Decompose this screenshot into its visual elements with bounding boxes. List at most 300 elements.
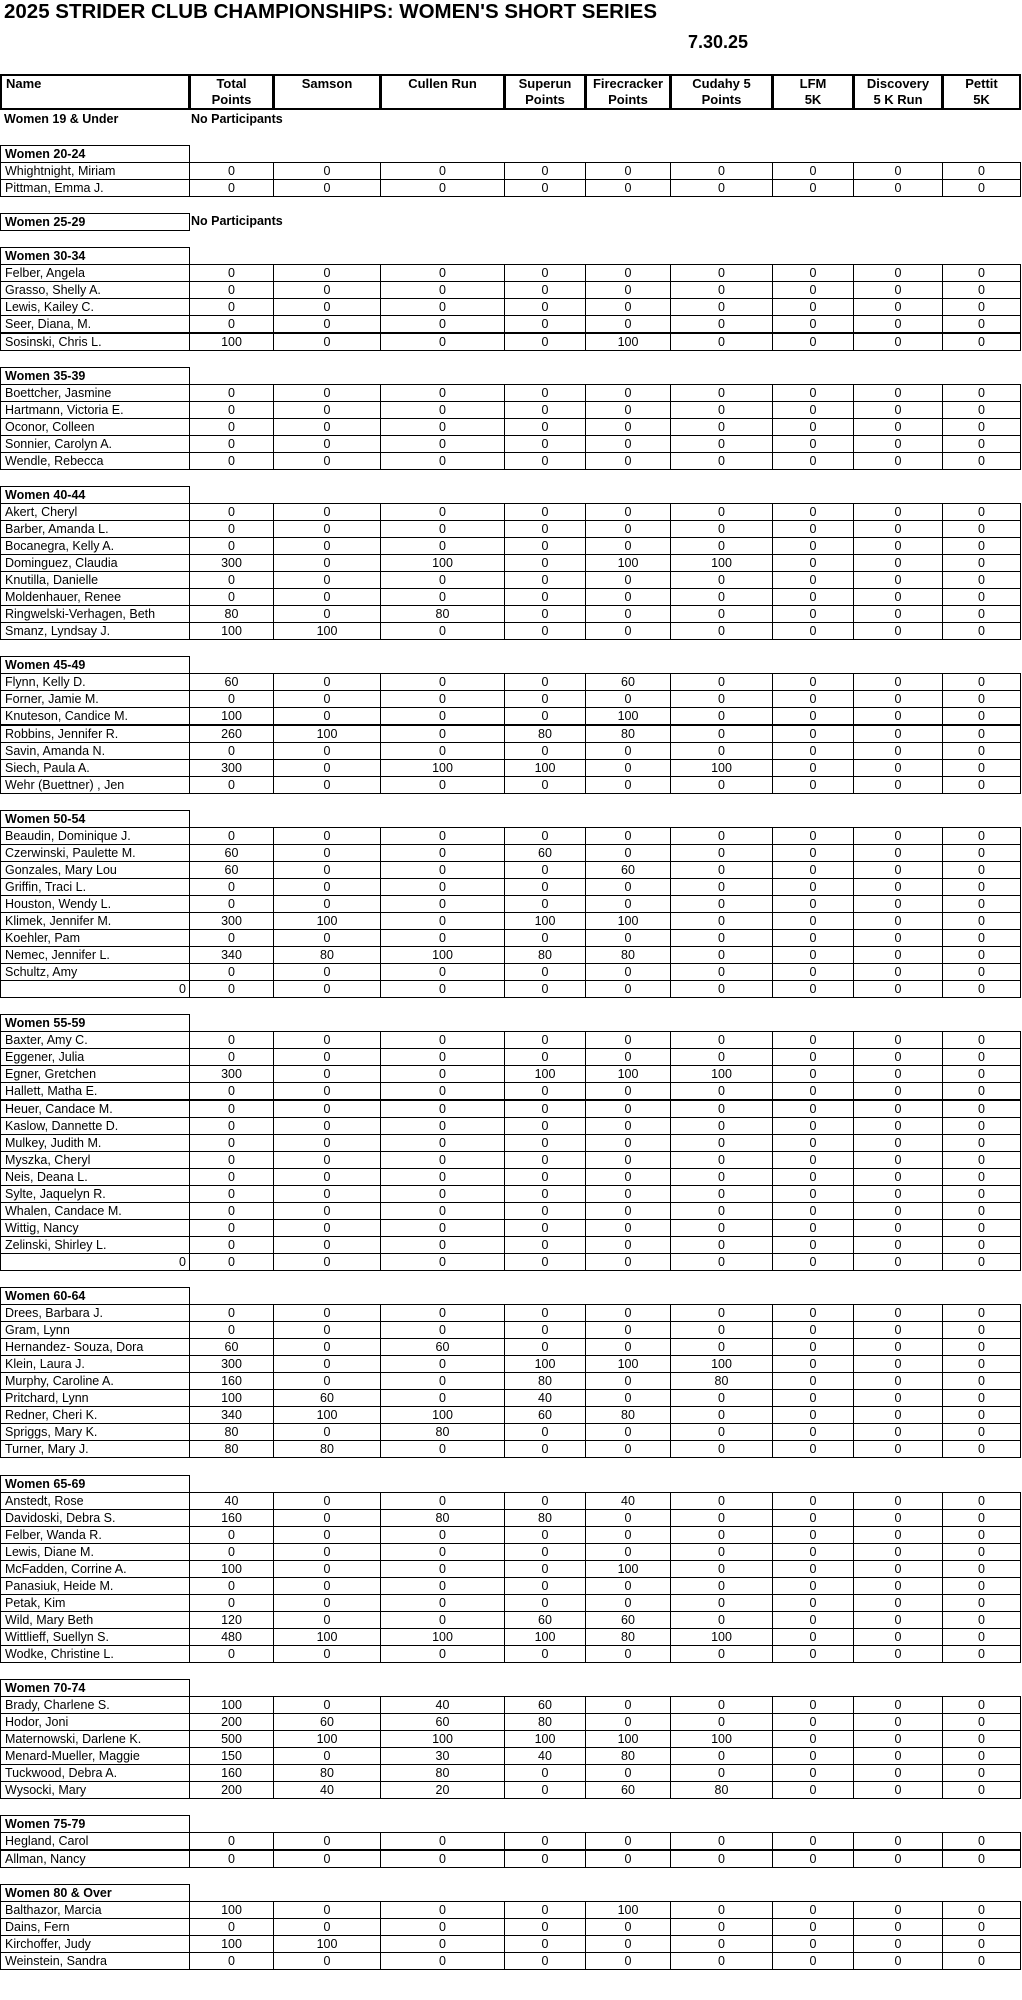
points-cell-pettit: 0	[942, 1048, 1021, 1066]
points-cell-lfm: 0	[772, 264, 854, 282]
points-cell-samson: 100	[273, 622, 381, 640]
athlete-name: 0	[0, 1253, 190, 1271]
points-cell-total: 120	[189, 1611, 274, 1629]
points-cell-firecracker: 0	[585, 1764, 671, 1782]
points-cell-discovery: 0	[853, 1100, 943, 1118]
points-cell-cullen-run: 0	[380, 298, 505, 316]
points-cell-discovery: 0	[853, 1168, 943, 1186]
points-cell-lfm: 0	[772, 162, 854, 180]
points-cell-pettit: 0	[942, 384, 1021, 402]
points-cell-pettit: 0	[942, 1406, 1021, 1424]
points-cell-lfm: 0	[772, 690, 854, 708]
points-cell-discovery: 0	[853, 912, 943, 930]
points-cell-samson: 0	[273, 452, 381, 470]
points-cell-cullen-run: 0	[380, 1611, 505, 1629]
points-cell-samson: 0	[273, 1236, 381, 1254]
column-header-line2: 5K	[973, 92, 990, 107]
points-cell-samson: 0	[273, 1168, 381, 1186]
points-cell-superun: 0	[504, 435, 586, 453]
column-header-line2: Points	[525, 92, 565, 107]
points-cell-cullen-run: 0	[380, 1134, 505, 1152]
points-cell-superun: 0	[504, 1082, 586, 1100]
points-cell-cullen-run: 0	[380, 1185, 505, 1203]
points-cell-lfm: 0	[772, 1628, 854, 1646]
points-cell-cudahy-5: 0	[670, 946, 773, 964]
points-cell-cullen-run: 0	[380, 1526, 505, 1544]
points-cell-lfm: 0	[772, 1696, 854, 1714]
points-cell-cudahy-5: 0	[670, 333, 773, 351]
points-cell-samson: 0	[273, 1134, 381, 1152]
athlete-name: Moldenhauer, Renee	[0, 588, 190, 606]
athlete-name: Lewis, Diane M.	[0, 1543, 190, 1561]
points-cell-lfm: 0	[772, 1117, 854, 1135]
column-header-line1: Pettit	[965, 76, 998, 91]
points-cell-cullen-run: 0	[380, 1048, 505, 1066]
points-cell-firecracker: 0	[585, 520, 671, 538]
athlete-name: Heuer, Candace M.	[0, 1100, 190, 1118]
points-cell-samson: 0	[273, 605, 381, 623]
points-cell-superun: 0	[504, 673, 586, 691]
points-cell-total: 100	[189, 1901, 274, 1919]
points-cell-lfm: 0	[772, 1560, 854, 1578]
athlete-name: Siech, Paula A.	[0, 759, 190, 777]
points-cell-pettit: 0	[942, 520, 1021, 538]
points-cell-discovery: 0	[853, 1440, 943, 1458]
points-cell-cudahy-5: 0	[670, 1764, 773, 1782]
points-cell-cullen-run: 0	[380, 1236, 505, 1254]
points-cell-cullen-run: 0	[380, 1117, 505, 1135]
points-cell-cullen-run: 0	[380, 844, 505, 862]
points-cell-cudahy-5: 0	[670, 1747, 773, 1765]
group-header-women-55-59: Women 55-59	[0, 1014, 190, 1032]
column-header-cullen-run	[380, 74, 505, 110]
points-cell-total: 60	[189, 844, 274, 862]
points-cell-pettit: 0	[942, 1185, 1021, 1203]
points-cell-cullen-run: 0	[380, 707, 505, 725]
points-cell-cullen-run: 0	[380, 1389, 505, 1407]
points-cell-cullen-run: 0	[380, 895, 505, 913]
points-cell-cullen-run: 0	[380, 1440, 505, 1458]
points-cell-firecracker: 0	[585, 503, 671, 521]
points-cell-discovery: 0	[853, 1918, 943, 1936]
athlete-name: Knuteson, Candice M.	[0, 707, 190, 725]
points-cell-lfm: 0	[772, 1832, 854, 1850]
points-cell-discovery: 0	[853, 1509, 943, 1527]
points-cell-firecracker: 60	[585, 861, 671, 879]
column-header-total	[189, 74, 274, 110]
points-cell-discovery: 0	[853, 1696, 943, 1714]
points-cell-lfm: 0	[772, 1048, 854, 1066]
points-cell-lfm: 0	[772, 963, 854, 981]
points-cell-cudahy-5: 0	[670, 401, 773, 419]
points-cell-cullen-run: 0	[380, 1918, 505, 1936]
points-cell-superun: 0	[504, 690, 586, 708]
points-cell-lfm: 0	[772, 946, 854, 964]
points-cell-lfm: 0	[772, 1935, 854, 1953]
points-cell-firecracker: 0	[585, 1219, 671, 1237]
points-cell-total: 100	[189, 622, 274, 640]
points-cell-lfm: 0	[772, 520, 854, 538]
points-cell-lfm: 0	[772, 1423, 854, 1441]
athlete-name: Panasiuk, Heide M.	[0, 1577, 190, 1595]
points-cell-cudahy-5: 100	[670, 1355, 773, 1373]
points-cell-discovery: 0	[853, 963, 943, 981]
points-cell-lfm: 0	[772, 1543, 854, 1561]
points-cell-superun: 100	[504, 759, 586, 777]
points-cell-discovery: 0	[853, 1901, 943, 1919]
athlete-name: Forner, Jamie M.	[0, 690, 190, 708]
points-cell-discovery: 0	[853, 179, 943, 197]
points-cell-lfm: 0	[772, 588, 854, 606]
athlete-name: Boettcher, Jasmine	[0, 384, 190, 402]
points-cell-cullen-run: 0	[380, 776, 505, 794]
points-cell-lfm: 0	[772, 1321, 854, 1339]
points-cell-total: 160	[189, 1764, 274, 1782]
points-cell-lfm: 0	[772, 1577, 854, 1595]
points-cell-total: 0	[189, 418, 274, 436]
points-cell-superun: 0	[504, 384, 586, 402]
points-cell-total: 160	[189, 1372, 274, 1390]
points-cell-total: 0	[189, 1577, 274, 1595]
points-cell-superun: 80	[504, 946, 586, 964]
points-cell-total: 80	[189, 605, 274, 623]
points-cell-superun: 0	[504, 895, 586, 913]
points-cell-total: 0	[189, 1117, 274, 1135]
points-cell-superun: 0	[504, 1764, 586, 1782]
points-cell-superun: 0	[504, 401, 586, 419]
points-cell-cudahy-5: 0	[670, 1219, 773, 1237]
points-cell-cudahy-5: 0	[670, 963, 773, 981]
points-cell-samson: 0	[273, 1952, 381, 1970]
column-header-cudahy-5	[670, 74, 773, 110]
points-cell-lfm: 0	[772, 1065, 854, 1083]
points-cell-total: 0	[189, 827, 274, 845]
athlete-name: Hernandez- Souza, Dora	[0, 1338, 190, 1356]
points-cell-pettit: 0	[942, 162, 1021, 180]
points-cell-samson: 0	[273, 1543, 381, 1561]
points-cell-pettit: 0	[942, 1423, 1021, 1441]
points-cell-cullen-run: 0	[380, 418, 505, 436]
column-header-line1: Name	[6, 76, 42, 91]
points-cell-discovery: 0	[853, 1372, 943, 1390]
points-cell-lfm: 0	[772, 1440, 854, 1458]
athlete-name: Hegland, Carol	[0, 1832, 190, 1850]
points-cell-lfm: 0	[772, 1151, 854, 1169]
points-cell-samson: 0	[273, 1747, 381, 1765]
points-cell-pettit: 0	[942, 418, 1021, 436]
points-cell-firecracker: 100	[585, 1560, 671, 1578]
points-cell-superun: 0	[504, 1134, 586, 1152]
points-cell-cudahy-5: 0	[670, 776, 773, 794]
group-header-women-35-39: Women 35-39	[0, 367, 190, 385]
points-cell-lfm: 0	[772, 1202, 854, 1220]
points-cell-cudahy-5: 0	[670, 1440, 773, 1458]
points-cell-pettit: 0	[942, 929, 1021, 947]
points-cell-samson: 0	[273, 759, 381, 777]
points-cell-lfm: 0	[772, 1526, 854, 1544]
points-cell-total: 300	[189, 912, 274, 930]
points-cell-pettit: 0	[942, 1100, 1021, 1118]
points-cell-discovery: 0	[853, 520, 943, 538]
points-cell-total: 0	[189, 1168, 274, 1186]
points-cell-cudahy-5: 0	[670, 1117, 773, 1135]
points-cell-cudahy-5: 0	[670, 878, 773, 896]
points-cell-samson: 0	[273, 1509, 381, 1527]
points-cell-cullen-run: 0	[380, 1065, 505, 1083]
points-cell-cudahy-5: 0	[670, 452, 773, 470]
points-cell-discovery: 0	[853, 1492, 943, 1510]
points-cell-firecracker: 0	[585, 1696, 671, 1714]
points-cell-superun: 0	[504, 1901, 586, 1919]
points-cell-superun: 0	[504, 281, 586, 299]
points-cell-superun: 0	[504, 980, 586, 998]
points-cell-firecracker: 0	[585, 1594, 671, 1612]
points-cell-samson: 0	[273, 1048, 381, 1066]
points-cell-discovery: 0	[853, 401, 943, 419]
points-cell-discovery: 0	[853, 503, 943, 521]
points-cell-pettit: 0	[942, 1082, 1021, 1100]
points-cell-samson: 0	[273, 281, 381, 299]
points-cell-cullen-run: 0	[380, 179, 505, 197]
points-cell-cudahy-5: 0	[670, 725, 773, 743]
points-cell-total: 100	[189, 1389, 274, 1407]
points-cell-cudahy-5: 0	[670, 264, 773, 282]
points-cell-cudahy-5: 0	[670, 1560, 773, 1578]
points-cell-discovery: 0	[853, 1764, 943, 1782]
points-cell-lfm: 0	[772, 742, 854, 760]
points-cell-cullen-run: 0	[380, 264, 505, 282]
points-cell-discovery: 0	[853, 622, 943, 640]
points-cell-cudahy-5: 100	[670, 759, 773, 777]
points-cell-cullen-run: 0	[380, 1372, 505, 1390]
points-cell-samson: 0	[273, 776, 381, 794]
points-cell-pettit: 0	[942, 1219, 1021, 1237]
points-cell-superun: 0	[504, 1832, 586, 1850]
points-cell-samson: 0	[273, 878, 381, 896]
points-cell-cudahy-5: 0	[670, 1082, 773, 1100]
points-cell-cullen-run: 0	[380, 1952, 505, 1970]
points-cell-lfm: 0	[772, 622, 854, 640]
points-cell-total: 0	[189, 878, 274, 896]
group-header-women-19-under: Women 19 & Under	[4, 112, 119, 126]
points-cell-cullen-run: 0	[380, 1594, 505, 1612]
group-header-women-80-over: Women 80 & Over	[0, 1884, 190, 1902]
points-cell-samson: 0	[273, 1065, 381, 1083]
column-header-line2: Points	[701, 92, 742, 107]
points-cell-samson: 100	[273, 912, 381, 930]
group-header-women-40-44: Women 40-44	[0, 486, 190, 504]
points-cell-firecracker: 0	[585, 1338, 671, 1356]
points-cell-lfm: 0	[772, 1645, 854, 1663]
points-cell-firecracker: 0	[585, 980, 671, 998]
points-cell-firecracker: 0	[585, 1526, 671, 1544]
athlete-name: Kaslow, Dannette D.	[0, 1117, 190, 1135]
points-cell-samson: 0	[273, 1100, 381, 1118]
points-cell-cullen-run: 0	[380, 1901, 505, 1919]
points-cell-lfm: 0	[772, 1304, 854, 1322]
athlete-name: Pittman, Emma J.	[0, 179, 190, 197]
points-cell-cudahy-5: 0	[670, 1850, 773, 1868]
points-cell-samson: 0	[273, 298, 381, 316]
points-cell-total: 0	[189, 588, 274, 606]
points-cell-firecracker: 100	[585, 707, 671, 725]
points-cell-superun: 0	[504, 1935, 586, 1953]
points-cell-firecracker: 0	[585, 963, 671, 981]
points-cell-firecracker: 0	[585, 1117, 671, 1135]
points-cell-total: 0	[189, 1048, 274, 1066]
points-cell-lfm: 0	[772, 929, 854, 947]
points-cell-lfm: 0	[772, 1781, 854, 1799]
points-cell-superun: 0	[504, 1918, 586, 1936]
points-cell-lfm: 0	[772, 554, 854, 572]
points-cell-firecracker: 0	[585, 1202, 671, 1220]
points-cell-superun: 80	[504, 1509, 586, 1527]
points-cell-firecracker: 0	[585, 759, 671, 777]
athlete-name: Gonzales, Mary Lou	[0, 861, 190, 879]
points-cell-lfm: 0	[772, 435, 854, 453]
column-header-line2: Points	[211, 92, 252, 107]
points-cell-cullen-run: 0	[380, 162, 505, 180]
points-cell-lfm: 0	[772, 179, 854, 197]
points-cell-cudahy-5: 0	[670, 1594, 773, 1612]
points-cell-total: 0	[189, 1185, 274, 1203]
points-cell-cullen-run: 100	[380, 946, 505, 964]
points-cell-pettit: 0	[942, 1065, 1021, 1083]
points-cell-lfm: 0	[772, 537, 854, 555]
points-cell-pettit: 0	[942, 946, 1021, 964]
points-cell-total: 340	[189, 1406, 274, 1424]
points-cell-discovery: 0	[853, 1304, 943, 1322]
points-cell-firecracker: 0	[585, 929, 671, 947]
group-header-women-50-54: Women 50-54	[0, 810, 190, 828]
points-cell-pettit: 0	[942, 963, 1021, 981]
athlete-name: Seer, Diana, M.	[0, 315, 190, 333]
points-cell-lfm: 0	[772, 895, 854, 913]
points-cell-firecracker: 0	[585, 315, 671, 333]
points-cell-pettit: 0	[942, 1952, 1021, 1970]
points-cell-lfm: 0	[772, 1713, 854, 1731]
points-cell-samson: 0	[273, 1526, 381, 1544]
points-cell-firecracker: 80	[585, 946, 671, 964]
points-cell-samson: 0	[273, 1611, 381, 1629]
athlete-name: Tuckwood, Debra A.	[0, 1764, 190, 1782]
group-header-women-65-69: Women 65-69	[0, 1475, 190, 1493]
points-cell-discovery: 0	[853, 1185, 943, 1203]
points-cell-cudahy-5: 0	[670, 673, 773, 691]
points-cell-total: 0	[189, 571, 274, 589]
points-cell-cullen-run: 0	[380, 315, 505, 333]
points-cell-cullen-run: 0	[380, 742, 505, 760]
points-cell-samson: 40	[273, 1781, 381, 1799]
points-cell-cudahy-5: 0	[670, 861, 773, 879]
athlete-name: Mulkey, Judith M.	[0, 1134, 190, 1152]
points-cell-superun: 0	[504, 179, 586, 197]
athlete-name: Klein, Laura J.	[0, 1355, 190, 1373]
points-cell-samson: 0	[273, 418, 381, 436]
points-cell-pettit: 0	[942, 179, 1021, 197]
points-cell-discovery: 0	[853, 1406, 943, 1424]
points-cell-discovery: 0	[853, 1730, 943, 1748]
athlete-name: Baxter, Amy C.	[0, 1031, 190, 1049]
points-cell-total: 0	[189, 1304, 274, 1322]
athlete-name: Kirchoffer, Judy	[0, 1935, 190, 1953]
points-cell-superun: 0	[504, 1560, 586, 1578]
points-cell-discovery: 0	[853, 878, 943, 896]
points-cell-firecracker: 80	[585, 1747, 671, 1765]
points-cell-cudahy-5: 0	[670, 1901, 773, 1919]
points-cell-lfm: 0	[772, 673, 854, 691]
points-cell-cullen-run: 0	[380, 537, 505, 555]
points-cell-cullen-run: 0	[380, 435, 505, 453]
points-cell-pettit: 0	[942, 1389, 1021, 1407]
points-cell-superun: 0	[504, 1645, 586, 1663]
points-cell-lfm: 0	[772, 1764, 854, 1782]
athlete-name: Oconor, Colleen	[0, 418, 190, 436]
points-cell-firecracker: 0	[585, 1168, 671, 1186]
points-cell-cullen-run: 80	[380, 1764, 505, 1782]
points-cell-total: 0	[189, 452, 274, 470]
points-cell-cudahy-5: 0	[670, 179, 773, 197]
points-cell-superun: 0	[504, 333, 586, 351]
points-cell-samson: 0	[273, 520, 381, 538]
points-cell-lfm: 0	[772, 1236, 854, 1254]
points-cell-pettit: 0	[942, 827, 1021, 845]
points-cell-cullen-run: 0	[380, 1082, 505, 1100]
column-header-samson	[273, 74, 381, 110]
points-cell-samson: 0	[273, 179, 381, 197]
athlete-name: Redner, Cheri K.	[0, 1406, 190, 1424]
points-cell-superun: 100	[504, 1628, 586, 1646]
points-cell-total: 0	[189, 1918, 274, 1936]
points-cell-cudahy-5: 0	[670, 1304, 773, 1322]
points-cell-total: 0	[189, 1645, 274, 1663]
points-cell-pettit: 0	[942, 1918, 1021, 1936]
points-cell-discovery: 0	[853, 333, 943, 351]
points-cell-superun: 0	[504, 605, 586, 623]
points-cell-discovery: 0	[853, 588, 943, 606]
points-cell-cudahy-5: 0	[670, 520, 773, 538]
points-cell-samson: 0	[273, 162, 381, 180]
points-cell-samson: 0	[273, 673, 381, 691]
points-cell-firecracker: 80	[585, 1628, 671, 1646]
points-cell-discovery: 0	[853, 1151, 943, 1169]
points-cell-pettit: 0	[942, 776, 1021, 794]
points-cell-pettit: 0	[942, 1526, 1021, 1544]
points-cell-cullen-run: 0	[380, 1321, 505, 1339]
points-cell-superun: 40	[504, 1747, 586, 1765]
points-cell-cullen-run: 0	[380, 1253, 505, 1271]
points-cell-cudahy-5: 0	[670, 1577, 773, 1595]
points-cell-cullen-run: 100	[380, 554, 505, 572]
points-cell-cudahy-5: 100	[670, 1730, 773, 1748]
points-cell-superun: 60	[504, 1611, 586, 1629]
points-cell-samson: 0	[273, 707, 381, 725]
column-header-lfm	[772, 74, 854, 110]
points-cell-total: 0	[189, 1100, 274, 1118]
points-cell-total: 300	[189, 1065, 274, 1083]
athlete-name: Griffin, Traci L.	[0, 878, 190, 896]
points-cell-firecracker: 60	[585, 1781, 671, 1799]
points-cell-cullen-run: 0	[380, 1850, 505, 1868]
points-cell-total: 0	[189, 401, 274, 419]
points-cell-superun: 80	[504, 1713, 586, 1731]
points-cell-total: 200	[189, 1713, 274, 1731]
points-cell-cudahy-5: 0	[670, 418, 773, 436]
points-cell-samson: 0	[273, 588, 381, 606]
points-cell-pettit: 0	[942, 1151, 1021, 1169]
athlete-name: Klimek, Jennifer M.	[0, 912, 190, 930]
points-cell-discovery: 0	[853, 1543, 943, 1561]
